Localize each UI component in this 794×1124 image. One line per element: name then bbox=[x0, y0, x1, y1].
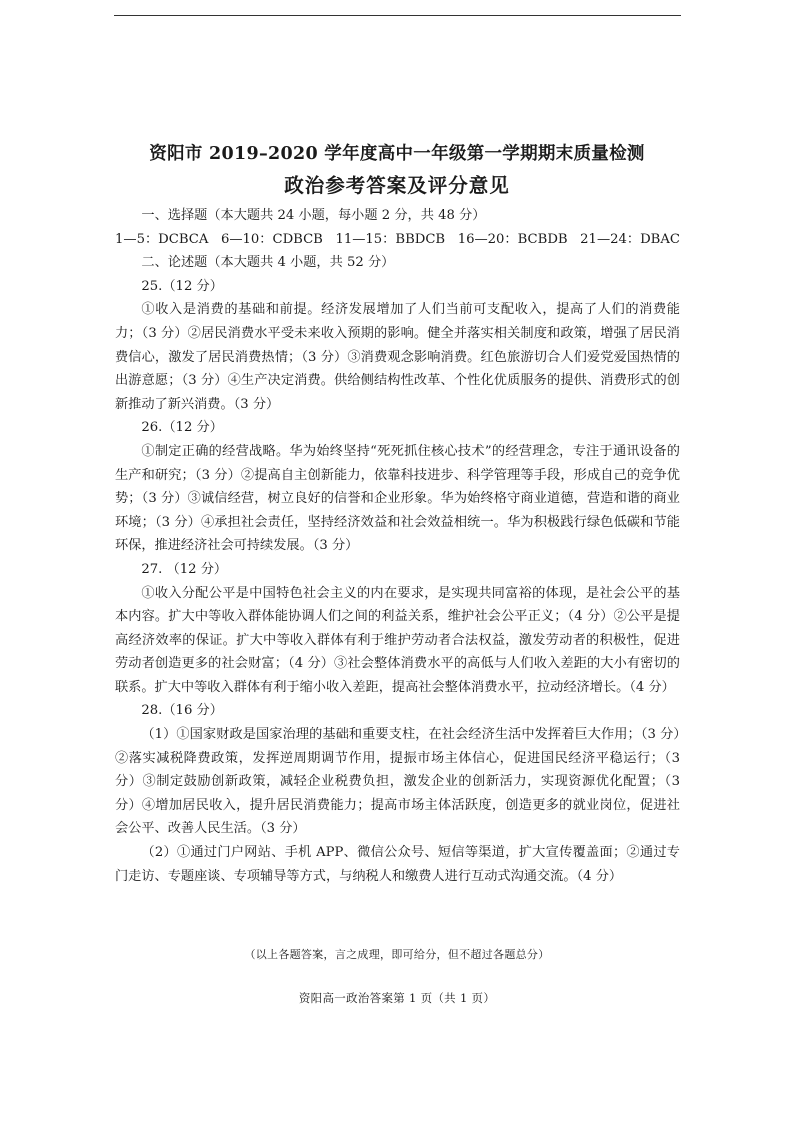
section2-heading: 二、论述题（本大题共 4 小题，共 52 分） bbox=[141, 255, 395, 271]
grading-note: （以上各题答案，言之成理，即可给分，但不超过各题总分） bbox=[244, 948, 550, 961]
question-28-part2-answer: （2）①通过门户网站、手机 APP、微信公众号、短信等渠道，扩大宣传覆盖面；②通过专门走访、专题座谈、专项辅导等方式，与纳税人和缴费人进行互动式沟通交流。（4 分） bbox=[115, 845, 680, 884]
question-28-part1-answer: （1）①国家财政是国家治理的基础和重要支柱，在社会经济生活中发挥着巨大作用；（3 分）②落实减税降费政策，发挥逆周期调节作用，提振市场主体信心，促进国民经济平稳运行；（3 分）③制定鼓励创新政策，减轻企业税费负担，激发企业的创新活力，实现资源优化配置；（3 分）④增加居民收入，提升居民消费能力；提高市场主体活跃度，创造更多的就业岗位，促进社会公平、改善人民生活。（3 分） bbox=[115, 727, 680, 837]
page-footer: 资阳高一政治答案第 1 页（共 1 页） bbox=[298, 991, 496, 1005]
mcq-answer-group: 1—5：DCBCA bbox=[115, 231, 209, 247]
question-28-label: 28.（16 分） bbox=[141, 703, 223, 719]
question-25-answer: ①收入是消费的基础和前提。经济发展增加了人们当前可支配收入，提高了人们的消费能力；（3 分）②居民消费水平受未来收入预期的影响。健全并落实相关制度和政策，增强了居民消费信心，激发了居民消费热情；（3 分）③消费观念影响消费。红色旅游切合人们爱党爱国热情的出游意愿；（3 分）④生产决定消费。供给侧结构性改革、个性化优质服务的提供、消费形式的创新推动了新兴消费。（3 分） bbox=[115, 302, 680, 412]
top-rule bbox=[114, 15, 681, 16]
question-25-label: 25.（12 分） bbox=[141, 278, 223, 294]
answer-key-title: 政治参考答案及评分意见 bbox=[284, 174, 510, 197]
question-27-answer: ①收入分配公平是中国特色社会主义的内在要求，是实现共同富裕的体现，是社会公平的基本内容。扩大中等收入群体能协调人们之间的利益关系，维护社会公平正义；（4 分）②公平是提高经济效率的保证。扩大中等收入群体有利于维护劳动者合法权益，激发劳动者的积极性，促进劳动者创造更多的社会财富；（4 分）③社会整体消费水平的高低与人们收入差距的大小有密切的联系。扩大中等收入群体有利于缩小收入差距，提高社会整体消费水平，拉动经济增长。（4 分） bbox=[115, 585, 680, 695]
mcq-answer-group: 6—10：CDBCB bbox=[220, 231, 323, 247]
question-26-label: 26.（12 分） bbox=[141, 420, 223, 436]
mcq-answer-group: 21—24：DBAC bbox=[580, 231, 680, 247]
mcq-answer-group: 11—15：BBDCB bbox=[335, 231, 446, 247]
mcq-answers bbox=[115, 228, 680, 252]
question-26-answer: ①制定正确的经营战略。华为始终坚持“死死抓住核心技术”的经营理念，专注于通讯设备的生产和研究；（3 分）②提高自主创新能力，依靠科技进步、科学管理等手段，形成自己的竞争优势；（3 分）③诚信经营，树立良好的信誉和企业形象。华为始终格守商业道德，营造和谐的商业环境；（3 分）④承担社会责任，坚持经济效益和社会效益相统一。华为积极践行绿色低碳和节能环保，推进经济社会可持续发展。（3 分） bbox=[115, 443, 680, 554]
question-27-label: 27. （12 分） bbox=[141, 561, 228, 577]
answer-body bbox=[115, 204, 680, 888]
exam-title: 资阳市 2019–2020 学年度高中一年级第一学期期末质量检测 bbox=[149, 144, 645, 164]
mcq-answer-group: 16—20：BCBDB bbox=[457, 231, 568, 247]
section1-heading: 一、选择题（本大题共 24 小题，每小题 2 分，共 48 分） bbox=[141, 208, 486, 223]
